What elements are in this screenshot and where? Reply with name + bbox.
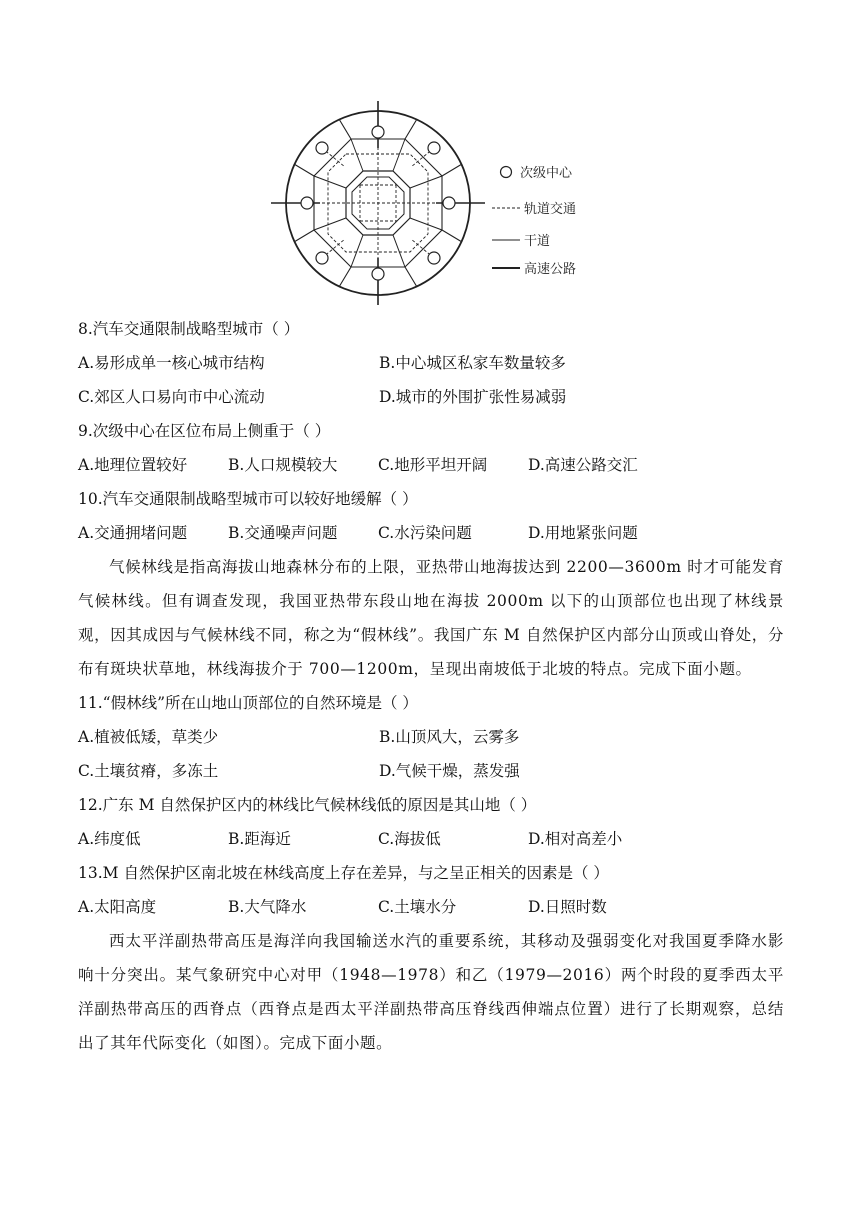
option: A.太阳高度 xyxy=(78,898,157,916)
question-8-stem: 8.汽车交通限制战略型城市（ ） xyxy=(78,320,300,338)
option: C.郊区人口易向市中心流动 xyxy=(78,388,265,406)
question-9-options xyxy=(78,448,784,482)
passage-forest-line: 气候林线是指高海拔山地森林分布的上限，亚热带山地海拔达到 2200—3600m 时才可能发育气候林线。但有调查发现，我国亚热带东段山地在海拔 2000m 以下的山顶部位也出现了林线景观，因其成因与气候林线不同，称之为“假林线”。我国广东 M 自然保护区内部分山顶或山脊处，分布有斑块状草地，林线海拔介于 700—1200m，呈现出南坡低于北坡的特点。完成下面小题。 xyxy=(78,558,784,678)
option: A.易形成单一核心城市结构 xyxy=(78,354,265,372)
city-structure-diagram xyxy=(270,92,600,324)
question-8-options-row2 xyxy=(78,380,784,414)
option: A.植被低矮，草类少 xyxy=(78,728,219,746)
option: C.地形平坦开阔 xyxy=(378,456,488,474)
question-8-options xyxy=(78,346,784,380)
option: B.人口规模较大 xyxy=(228,456,338,474)
option: D.相对高差小 xyxy=(528,830,623,848)
option: C.海拔低 xyxy=(378,830,441,848)
legend-rail-label: 轨道交通 xyxy=(524,202,577,217)
question-11-options xyxy=(78,720,784,754)
question-10-options xyxy=(78,516,784,550)
legend-sub-center-icon xyxy=(501,167,512,178)
question-13-options xyxy=(78,890,784,924)
legend-arterial-label: 干道 xyxy=(524,234,551,249)
option: B.距海近 xyxy=(228,830,291,848)
question-13-stem: 13.M 自然保护区南北坡在林线高度上存在差异，与之呈正相关的因素是（ ） xyxy=(78,864,609,882)
rail-lines xyxy=(307,132,449,274)
question-9-stem: 9.次级中心在区位布局上侧重于（ ） xyxy=(78,422,331,440)
option: D.日照时数 xyxy=(528,898,607,916)
option: B.山顶风大，云雾多 xyxy=(379,728,520,746)
option: B.中心城区私家车数量较多 xyxy=(379,354,566,372)
document-body xyxy=(78,312,784,1060)
question-11-options-row2 xyxy=(78,754,784,788)
question-12-options xyxy=(78,822,784,856)
option: C.土壤水分 xyxy=(378,898,457,916)
question-12-stem: 12.广东 M 自然保护区内的林线比气候林线低的原因是其山地（ ） xyxy=(78,796,537,814)
question-11-stem: 11.“假林线”所在山地山顶部位的自然环境是（ ） xyxy=(78,694,418,712)
option: C.土壤贫瘠，多冻土 xyxy=(78,762,219,780)
option: B.交通噪声问题 xyxy=(228,524,338,542)
option: A.交通拥堵问题 xyxy=(78,524,188,542)
passage-subtropical-high: 西太平洋副热带高压是海洋向我国输送水汽的重要系统，其移动及强弱变化对我国夏季降水影响十分突出。某气象研究中心对甲（1948—1978）和乙（1979—2016）两个时段的夏季西太平洋副热带高压的西脊点（西脊点是西太平洋副热带高压脊线西伸端点位置）进行了长期观察，总结出了其年代际变化（如图）。完成下面小题。 xyxy=(78,932,784,1052)
option: D.用地紧张问题 xyxy=(528,524,638,542)
option: D.城市的外围扩张性易减弱 xyxy=(379,388,567,406)
option: D.气候干燥，蒸发强 xyxy=(379,762,520,780)
legend xyxy=(492,165,576,277)
option: D.高速公路交汇 xyxy=(528,456,638,474)
question-10-stem: 10.汽车交通限制战略型城市可以较好地缓解（ ） xyxy=(78,490,418,508)
legend-expressway-label: 高速公路 xyxy=(524,262,577,277)
option: C.水污染问题 xyxy=(378,524,472,542)
legend-sub-center-label: 次级中心 xyxy=(520,166,573,181)
option: A.地理位置较好 xyxy=(78,456,188,474)
option: B.大气降水 xyxy=(228,898,307,916)
option: A.纬度低 xyxy=(78,830,141,848)
